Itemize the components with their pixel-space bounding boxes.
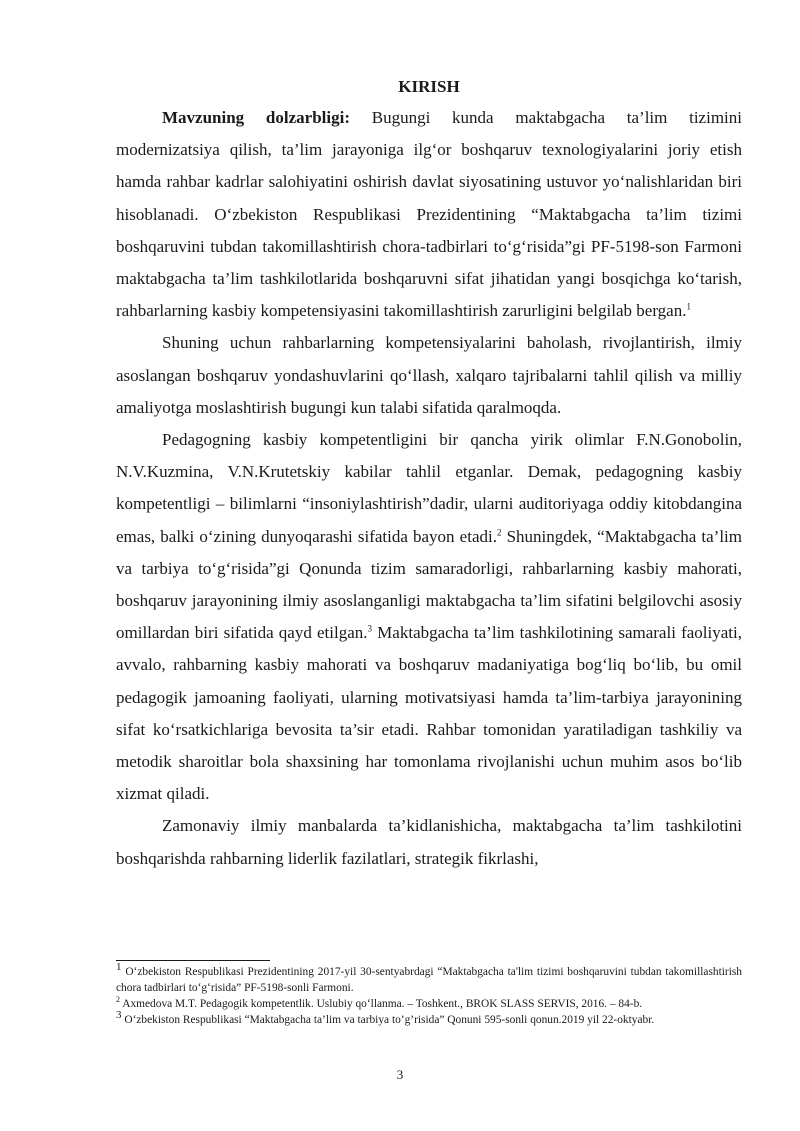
footnote-ref-1: 1: [686, 301, 691, 312]
footnote-ref-3: 3: [367, 623, 373, 634]
paragraph-text: Shuning uchun rahbarlarning kompetensiyalarini baholash, rivojlantirish, ilmiy asoslangan boshqaruv yondashuvlarini qo‘llash, xalqaro tajribalarni tahlil qilish va milliy amaliyotga moslashtirish bugungi kun talabi sifatida qaralmoqda.: [116, 333, 742, 417]
footnote-mark: 3: [116, 1009, 122, 1022]
footnote-3: [116, 1009, 742, 1028]
paragraph-4: [116, 810, 742, 874]
footnote-2: [116, 996, 742, 1012]
paragraph-2: [116, 327, 742, 424]
section-title: KIRISH: [398, 77, 460, 96]
page-number: 3: [396, 1067, 404, 1082]
footnote-text: O‘zbekiston Respublikasi “Maktabgacha ta’lim va tarbiya to’g’risida” Qonuni 595-sonli qonun.2019 yil 22-oktyabr.: [121, 1014, 655, 1026]
footnote-1: [116, 961, 742, 996]
footnote-text: Axmedova M.T. Pedagogik kompetentlik. Uslubiy qo‘llanma. – Toshkent., BROK SLASS SERVIS, 2016. – 84-b.: [120, 998, 643, 1010]
body-text: [116, 102, 742, 875]
footnotes: [116, 961, 742, 1028]
paragraph-relevance: [116, 102, 742, 327]
relevance-heading: Mavzuning dolzarbligi:: [162, 108, 350, 127]
footnote-separator: [116, 960, 270, 961]
footnote-text: O‘zbekiston Respublikasi Prezidentining 2017-yil 30-sentyabrdagi “Maktabgacha ta'lim tizimi boshqaruvini tubdan takomillashtirish chora tadbirlari to‘g‘risida” PF-5198-sonli Farmoni.: [116, 966, 742, 994]
paragraph-text: Pedagogning kasbiy kompetentligini bir qancha yirik olimlar F.N.Gonobolin, N.V.Kuzmina, V.N.Krutetskiy kabilar tahlil etganlar. Demak, pedagogning kasbiy kompetentligi – bilimlarni “insoniylashtirish”dadir, ularni auditoriyaga oddiy kitobdangina emas, balki o‘zining dunyoqarashi sifatida bayon etadi.: [116, 430, 742, 546]
paragraph-text: Zamonaviy ilmiy manbalarda ta’kidlanishicha, maktabgacha ta’lim tashkilotini boshqarishda rahbarning liderlik fazilatlari, strategik fikrlashi,: [116, 816, 742, 868]
paragraph-text: Bugungi kunda maktabgacha ta’lim tizimini modernizatsiya qilish, ta’lim jarayoniga ilg‘or boshqaruv texnologiyalarini joriy etish hamda rahbar kadrlar salohiyatini oshirish davlat siyosatining ustuvor yo‘nalishlaridan biri hisoblanadi. O‘zbekiston Respublikasi Prezidentining “Maktabgacha ta’lim tizimi boshqaruvini tubdan takomillashtirish chora-tadbirlari to‘g‘risida”gi PF-5198-son Farmoni maktabgacha ta’lim tashkilotlarida boshqaruvni sifat jihatidan yangi bosqichga ko‘tarish, rahbarlarning kasbiy kompetensiyasini takomillashtirish zarurligini belgilab bergan.: [116, 108, 742, 321]
footnote-mark: 1: [116, 961, 122, 974]
paragraph-text: Maktabgacha ta’lim tashkilotining samarali faoliyati, avvalo, rahbarning kasbiy mahorati va boshqaruv madaniyatiga bog‘liq bo‘lib, bu omil pedagogik jamoaning faoliyati, ularning motivatsiyasi hamda ta’lim-tarbiya jarayonining sifat ko‘rsatkichlariga bevosita ta’sir etadi. Rahbar tomonidan yaratiladigan tashkiliy va metodik sharoitlar bola shaxsining har tomonlama rivojlanishi uchun muhim asos bo‘lib xizmat qiladi.: [116, 623, 742, 804]
footnote-mark: 2: [116, 995, 120, 1005]
paragraph-3: [116, 424, 742, 810]
paragraph-text: Shuningdek, “Maktabgacha ta’lim va tarbiya to‘g‘risida”gi Qonunda tizim samaradorligi, rahbarlarning kasbiy mahorati, boshqaruv jarayonining ilmiy asoslanganligi maktabgacha ta’lim sifatini belgilovchi asosiy omillardan biri sifatida qayd etilgan.: [116, 526, 742, 643]
footnote-ref-2: 2: [496, 526, 502, 537]
